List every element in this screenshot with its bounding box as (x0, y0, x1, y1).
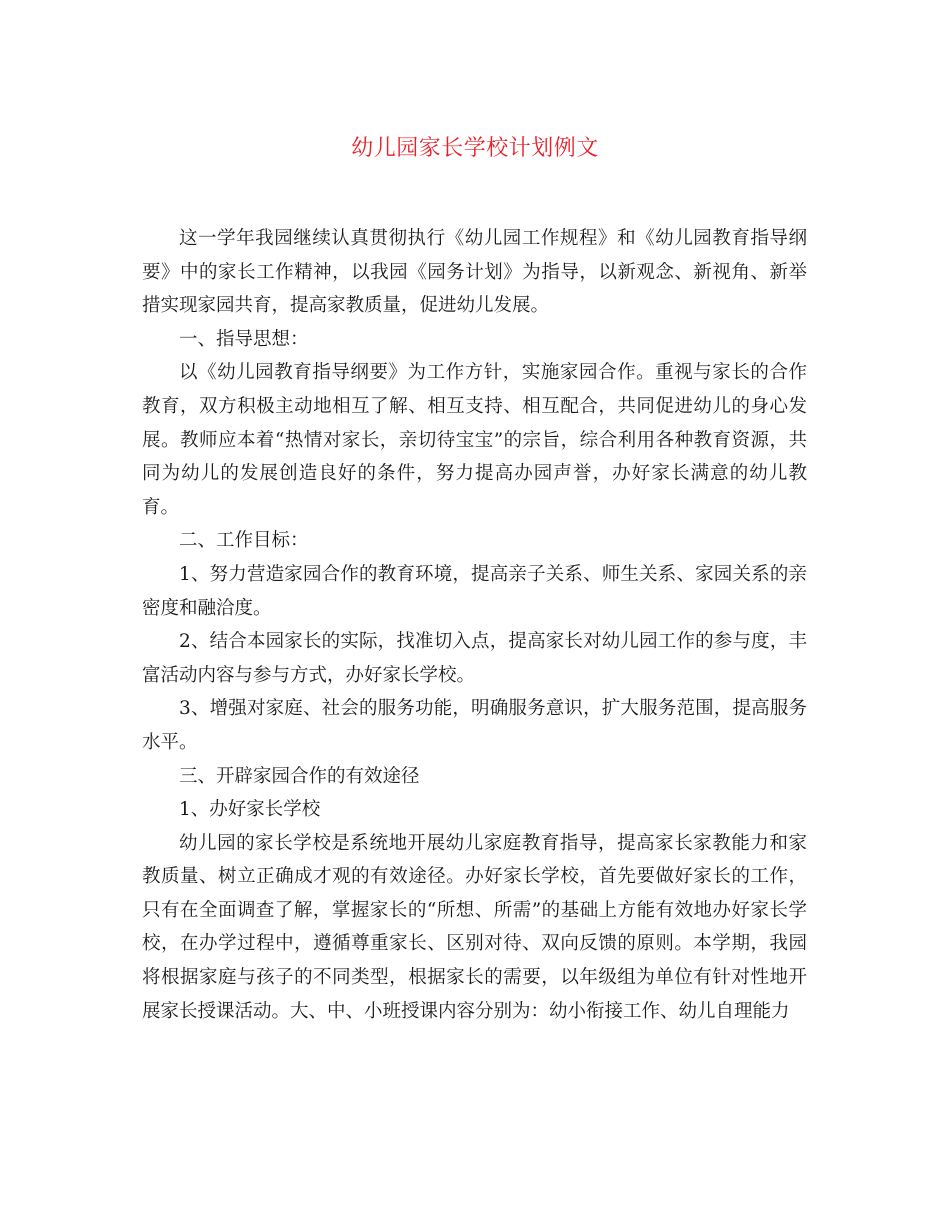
guiding-thought-paragraph: 以《幼儿园教育指导纲要》为工作方针，实施家园合作。重视与家长的合作教育，双方积极主动地相互了解、相互支持、相互配合，共同促进幼儿的身心发展。教师应本着“热情对家长，亲切待宝宝”的宗旨，综合利用各种教育资源，共同为幼儿的发展创造良好的条件，努力提高办园声誉，办好家长满意的幼儿教育。 (142, 362, 807, 518)
goal-item-2: 2、结合本园家长的实际，找准切入点，提高家长对幼儿园工作的参与度，丰富活动内容与参与方式，办好家长学校。 (142, 631, 807, 686)
section-heading-work-goals: 二、工作目标： (179, 530, 309, 552)
parent-school-paragraph: 幼儿园的家长学校是系统地开展幼儿家庭教育指导，提高家长家教能力和家教质量、树立正确成才观的有效途径。办好家长学校，首先要做好家长的工作，只有在全面调查了解，掌握家长的“所想、所需”的基础上方能有效地办好家长学校，在办学过程中，遵循尊重家长、区别对待、双向反馈的原则。本学期，我园将根据家庭与孩子的不同类型，根据家长的需要，以年级组为单位有针对性地开展家长授课活动。大、中、小班授课内容分别为：幼小衔接工作、幼儿自理能力 (142, 832, 807, 1022)
section-heading-guiding-thought: 一、指导思想： (179, 328, 309, 350)
document-body (142, 222, 807, 1028)
goal-item-3: 3、增强对家庭、社会的服务功能，明确服务意识，扩大服务范围，提高服务水平。 (142, 698, 807, 753)
intro-paragraph: 这一学年我园继续认真贯彻执行《幼儿园工作规程》和《幼儿园教育指导纲要》中的家长工作精神，以我园《园务计划》为指导，以新观念、新视角、新举措实现家园共育，提高家教质量，促进幼儿发展。 (142, 228, 807, 317)
document-title: 幼儿园家长学校计划例文 (351, 136, 599, 161)
subsection-heading-parent-school: 1、办好家长学校 (179, 799, 321, 821)
section-heading-cooperation-paths: 三、开辟家园合作的有效途径 (179, 765, 420, 787)
goal-item-1: 1、努力营造家园合作的教育环境，提高亲子关系、师生关系、家园关系的亲密度和融洽度。 (142, 563, 807, 619)
